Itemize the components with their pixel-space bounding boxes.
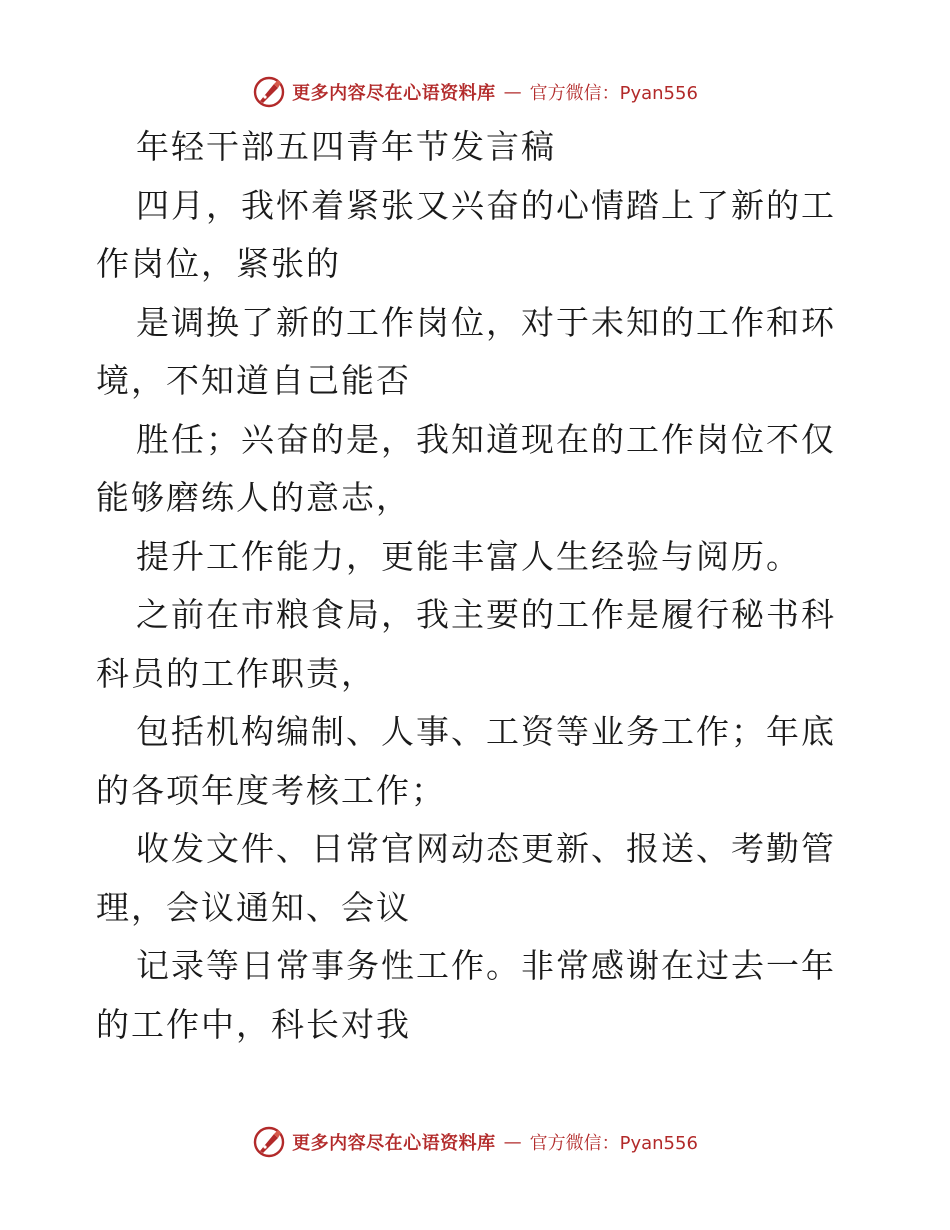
document-title: 年轻干部五四青年节发言稿 xyxy=(136,127,556,166)
pen-nib-circle-icon xyxy=(252,1125,286,1159)
paragraph: 之前在市粮食局，我主要的工作是履行秘书科科员的工作职责， xyxy=(96,595,836,693)
paragraph: 包括机构编制、人事、工资等业务工作；年底的各项年度考核工作； xyxy=(96,712,836,810)
paragraph: 胜任；兴奋的是，我知道现在的工作岗位不仅能够磨练人的意志， xyxy=(96,419,836,517)
paragraph: 收发文件、日常官网动态更新、报送、考勤管理，会议通知、会议 xyxy=(96,829,836,927)
pen-nib-circle-icon xyxy=(252,75,286,109)
banner-wechat-label: 官方微信：Pyan556 xyxy=(529,1133,698,1154)
banner-promo-text: 更多内容尽在心语资料库 xyxy=(292,1133,496,1154)
banner-wechat-label: 官方微信：Pyan556 xyxy=(529,83,698,104)
footer-banner xyxy=(0,1122,950,1162)
paragraph: 是调换了新的工作岗位，对于未知的工作和环境，不知道自己能否 xyxy=(96,302,836,400)
banner-promo-text: 更多内容尽在心语资料库 xyxy=(292,83,496,104)
paragraph: 记录等日常事务性工作。非常感谢在过去一年的工作中，科长对我 xyxy=(96,946,836,1044)
banner-separator: — xyxy=(503,1131,522,1153)
header-banner xyxy=(0,72,950,112)
banner-separator: — xyxy=(503,81,522,103)
paragraph: 提升工作能力，更能丰富人生经验与阅历。 xyxy=(136,536,801,576)
document-body xyxy=(96,118,856,1054)
paragraph: 四月，我怀着紧张又兴奋的心情踏上了新的工作岗位，紧张的 xyxy=(96,185,836,283)
